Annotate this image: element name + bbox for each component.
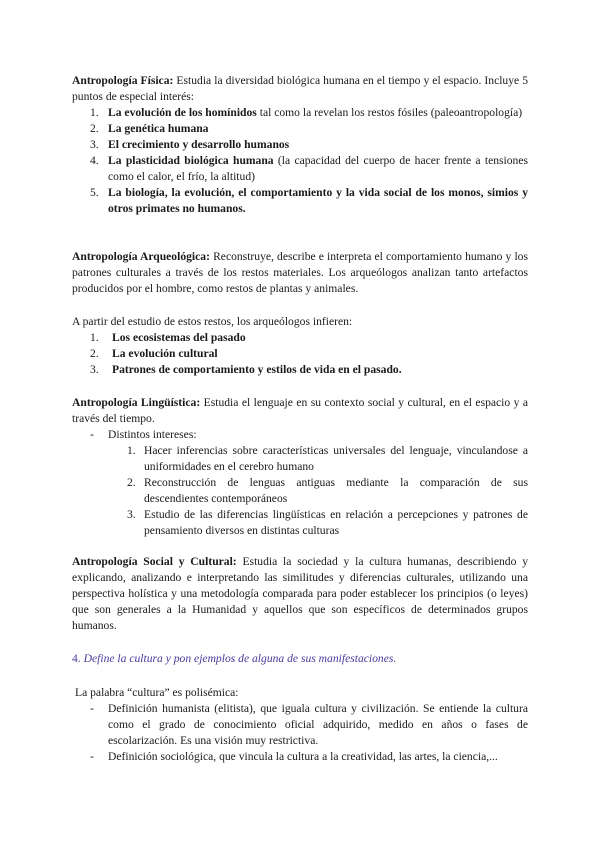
fisica-text: Estudia la diversidad biológica humana en el tiempo y el espacio. Incluye 5 puntos de especial interés: — [72, 74, 529, 103]
linguistica-title: Antropología Lingüística: — [72, 396, 201, 409]
linguistica-paragraph — [72, 395, 528, 427]
arqueologica-text: Reconstruye, describe e interpreta el comportamiento humano y los patrones culturales a través de los restos materiales. Los arqueólogos analizan tanto artefactos producidos por el hombre, como restos de plantas y animales. — [72, 250, 528, 295]
linguistica-text: Estudia el lenguaje en su contexto social y cultural, en el espacio y a través del tiempo. — [72, 396, 529, 425]
arqueologica-intro: A partir del estudio de estos restos, los arqueólogos infieren: — [72, 315, 353, 328]
social-text: Estudia la sociedad y la cultura humanas, describiendo y explicando, analizando e interpretando las similitudes y diferencias culturales, utilizando una perspectiva holística y una metodología comparada para poder establecer los principios (o leyes) que son generales a la Humanidad y aquellos que son específicos de determinados grupos humanos. — [72, 555, 528, 632]
section-arqueologica — [72, 249, 528, 297]
question-text: Define la cultura y pon ejemplos de alguna de sus manifestaciones. — [83, 652, 397, 665]
list-item: 4. La plasticidad biológica humana (la capacidad del cuerpo de hacer frente a tensiones como el calor, el frío, la altitud) — [90, 154, 528, 183]
list-item: 1. La evolución de los homínidos tal como la revelan los restos fósiles (paleoantropología) — [90, 106, 523, 119]
fisica-paragraph — [72, 73, 528, 105]
list-item: 3. Estudio de las diferencias lingüísticas en relación a percepciones y patrones de pensamiento diversos en distintas culturas — [127, 508, 528, 537]
section-cultura — [72, 685, 528, 765]
fisica-title: Antropología Física: — [72, 74, 174, 87]
list-item: - Distintos intereses: 1. Hacer inferencias sobre características universales del lenguaje, vinculandose a uniformidades en el cerebro humano 2. Reconstrucción de lenguas antiguas mediante la comparación de sus descendientes contemporáneos 3. Estudio de las diferencias lingüísticas en relación a percepciones y patrones de pensamiento diversos en distintas culturas — [72, 427, 528, 539]
list-item: - Definición sociológica, que vincula la cultura a la creatividad, las artes, la ciencia,... — [90, 750, 498, 763]
section-fisica — [72, 73, 528, 217]
list-item: 5. La biología, la evolución, el comportamiento y la vida social de los monos, simios y otros primates no humanos. — [90, 186, 528, 215]
arqueologica-list — [72, 330, 528, 378]
linguistica-interests — [72, 443, 528, 539]
question-4 — [72, 651, 528, 667]
fisica-list — [72, 105, 528, 217]
list-item: 2. Reconstrucción de lenguas antiguas mediante la comparación de sus descendientes contemporáneos — [127, 476, 528, 505]
cultura-list — [72, 701, 528, 765]
cultura-intro: La palabra “cultura” es polisémica: — [75, 686, 239, 699]
social-paragraph — [72, 554, 528, 634]
list-item: 2. La genética humana — [90, 122, 209, 135]
linguistica-dash-list — [72, 427, 528, 539]
list-item: 3. Patrones de comportamiento y estilos de vida en el pasado. — [90, 363, 402, 376]
list-item: 2. La evolución cultural — [90, 347, 218, 360]
question-heading: 4. Define la cultura y pon ejemplos de alguna de sus manifestaciones. — [72, 652, 397, 665]
arqueologica-paragraph — [72, 249, 528, 297]
arqueologica-title: Antropología Arqueológica: — [72, 250, 210, 263]
arqueologica-list-block — [72, 314, 528, 378]
social-title: Antropología Social y Cultural: — [72, 555, 237, 568]
list-item: 1. Hacer inferencias sobre características universales del lenguaje, vinculandose a uniformidades en el cerebro humano — [127, 444, 528, 473]
list-item: 1. Los ecosistemas del pasado — [90, 331, 246, 344]
list-item: 3. El crecimiento y desarrollo humanos — [90, 138, 290, 151]
section-linguistica — [72, 395, 528, 539]
section-social — [72, 554, 528, 634]
list-item: - Definición humanista (elitista), que iguala cultura y civilización. Se entiende la cultura como el grado de conocimiento oficial adquirido, medido en años o fases de escolarización. Es una visión muy restrictiva. — [90, 702, 528, 747]
